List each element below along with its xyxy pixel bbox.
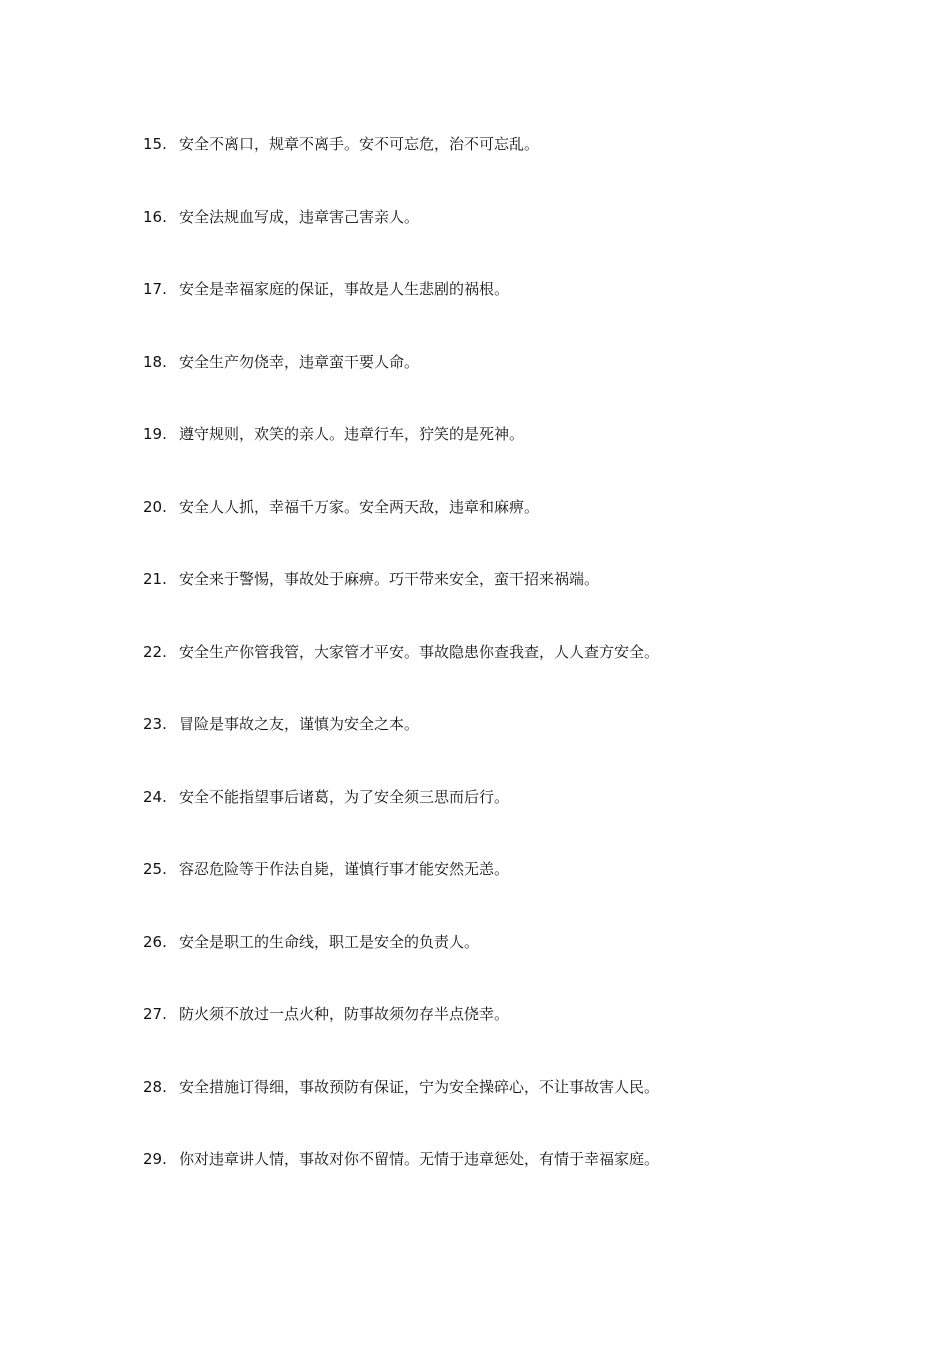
item-number: 25. xyxy=(143,860,167,878)
item-number: 16. xyxy=(143,207,167,226)
item-text: 安全来于警惕，事故处于麻痹。巧干带来安全，蛮干招来祸端。 xyxy=(179,570,600,588)
list-item xyxy=(143,1070,863,1143)
item-number: 29. xyxy=(143,1150,167,1168)
list-item xyxy=(143,417,863,490)
item-number: 20. xyxy=(143,497,167,516)
item-text: 安全人人抓，幸福千万家。安全两天敌，违章和麻痹。 xyxy=(179,497,540,516)
item-text: 安全措施订得细，事故预防有保证，宁为安全操碎心，不让事故害人民。 xyxy=(179,1077,660,1096)
item-text: 安全不离口，规章不离手。安不可忘危，治不可忘乱。 xyxy=(179,135,540,153)
list-item xyxy=(143,200,863,273)
list-item xyxy=(143,707,863,780)
list-item xyxy=(143,345,863,418)
item-number: 17. xyxy=(143,280,167,298)
list-item xyxy=(143,780,863,853)
list-item xyxy=(143,127,863,200)
list-item xyxy=(143,997,863,1070)
list-item xyxy=(143,562,863,635)
item-number: 22. xyxy=(143,642,167,661)
item-text: 遵守规则，欢笑的亲人。违章行车，狞笑的是死神。 xyxy=(179,425,525,443)
list-item xyxy=(143,272,863,345)
item-text: 安全法规血写成，违章害己害亲人。 xyxy=(179,207,420,226)
item-number: 24. xyxy=(143,787,167,806)
item-text: 你对违章讲人情，事故对你不留情。无情于违章惩处，有情于幸福家庭。 xyxy=(179,1150,660,1168)
item-text: 安全生产勿侥幸，违章蛮干要人命。 xyxy=(179,352,420,371)
list-item xyxy=(143,1142,863,1215)
item-text: 容忍危险等于作法自毙，谨慎行事才能安然无恙。 xyxy=(179,860,510,878)
list-item xyxy=(143,490,863,563)
item-number: 19. xyxy=(143,425,167,443)
item-number: 28. xyxy=(143,1077,167,1096)
list-item xyxy=(143,925,863,998)
item-text: 安全是职工的生命线，职工是安全的负责人。 xyxy=(179,932,480,951)
item-number: 15. xyxy=(143,135,167,153)
item-number: 21. xyxy=(143,570,167,588)
list-item xyxy=(143,852,863,925)
item-number: 23. xyxy=(143,715,167,733)
item-number: 27. xyxy=(143,1005,167,1023)
slogan-list xyxy=(143,127,863,1215)
item-text: 安全不能指望事后诸葛，为了安全须三思而后行。 xyxy=(179,787,510,806)
item-text: 冒险是事故之友，谨慎为安全之本。 xyxy=(179,715,420,733)
item-number: 18. xyxy=(143,352,167,371)
list-item xyxy=(143,635,863,708)
item-text: 安全是幸福家庭的保证，事故是人生悲剧的祸根。 xyxy=(179,280,510,298)
item-text: 安全生产你管我管，大家管才平安。事故隐患你查我查，人人查方安全。 xyxy=(179,642,660,661)
item-text: 防火须不放过一点火种，防事故须勿存半点侥幸。 xyxy=(179,1005,510,1023)
item-number: 26. xyxy=(143,932,167,951)
